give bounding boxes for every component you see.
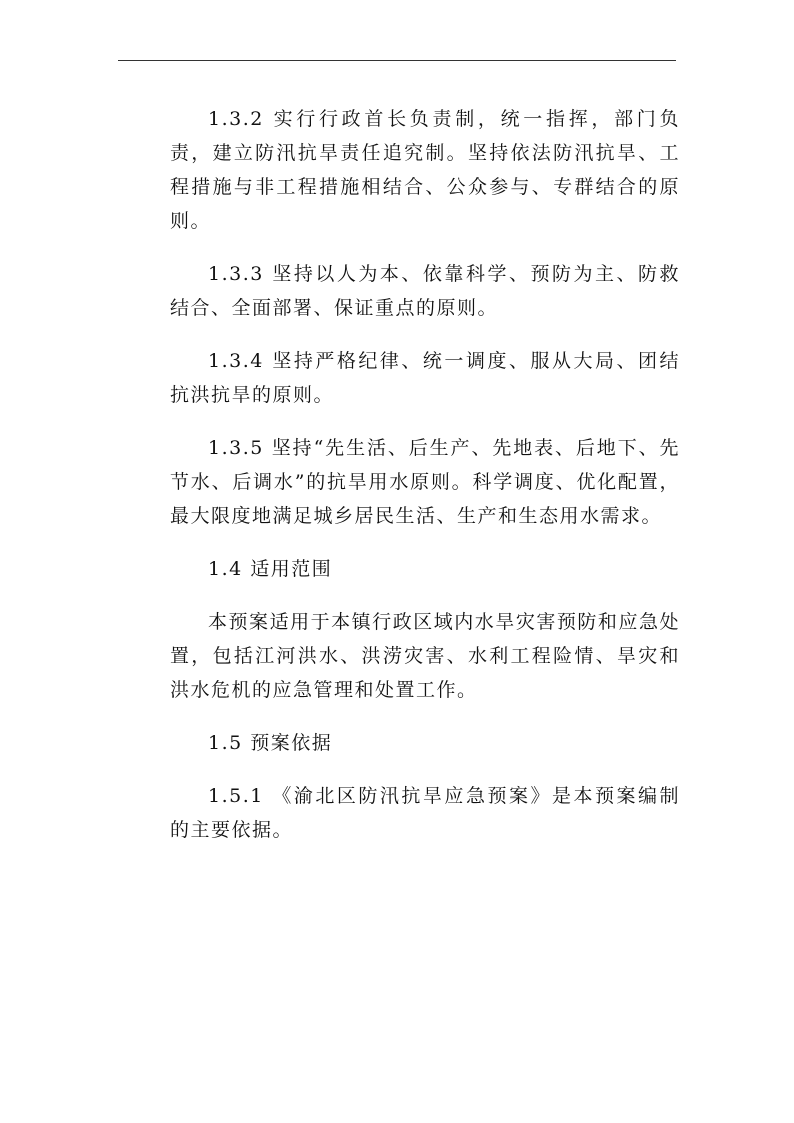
header-rule — [118, 60, 676, 61]
paragraph-1-3-5: 1.3.5 坚持“先生活、后生产、先地表、后地下、先节水、后调水”的抗旱用水原则。科学调度、优化配置，最大限度地满足城乡居民生活、生产和生态用水需求。 — [170, 437, 680, 527]
paragraph-1-3-3: 1.3.3 坚持以人为本、依靠科学、预防为主、防救结合、全面部署、保证重点的原则。 — [170, 263, 680, 319]
paragraph-1-3-2: 1.3.2 实行行政首长负责制，统一指挥，部门负责，建立防汛抗旱责任追究制。坚持依法防汛抗旱、工程措施与非工程措施相结合、公众参与、专群结合的原则。 — [170, 108, 680, 232]
paragraph-1-3-4: 1.3.4 坚持严格纪律、统一调度、服从大局、团结抗洪抗旱的原则。 — [170, 350, 680, 406]
document-body — [170, 102, 680, 866]
section-heading-1-5: 1.5 预案依据 — [208, 732, 333, 754]
section-heading-1-4: 1.4 适用范围 — [208, 558, 333, 580]
paragraph-1-5-1: 1.5.1 《渝北区防汛抗旱应急预案》是本预案编制的主要依据。 — [170, 785, 680, 841]
paragraph-scope: 本预案适用于本镇行政区域内水旱灾害预防和应急处置，包括江河洪水、洪涝灾害、水利工程险情、旱灾和洪水危机的应急管理和处置工作。 — [170, 611, 680, 701]
